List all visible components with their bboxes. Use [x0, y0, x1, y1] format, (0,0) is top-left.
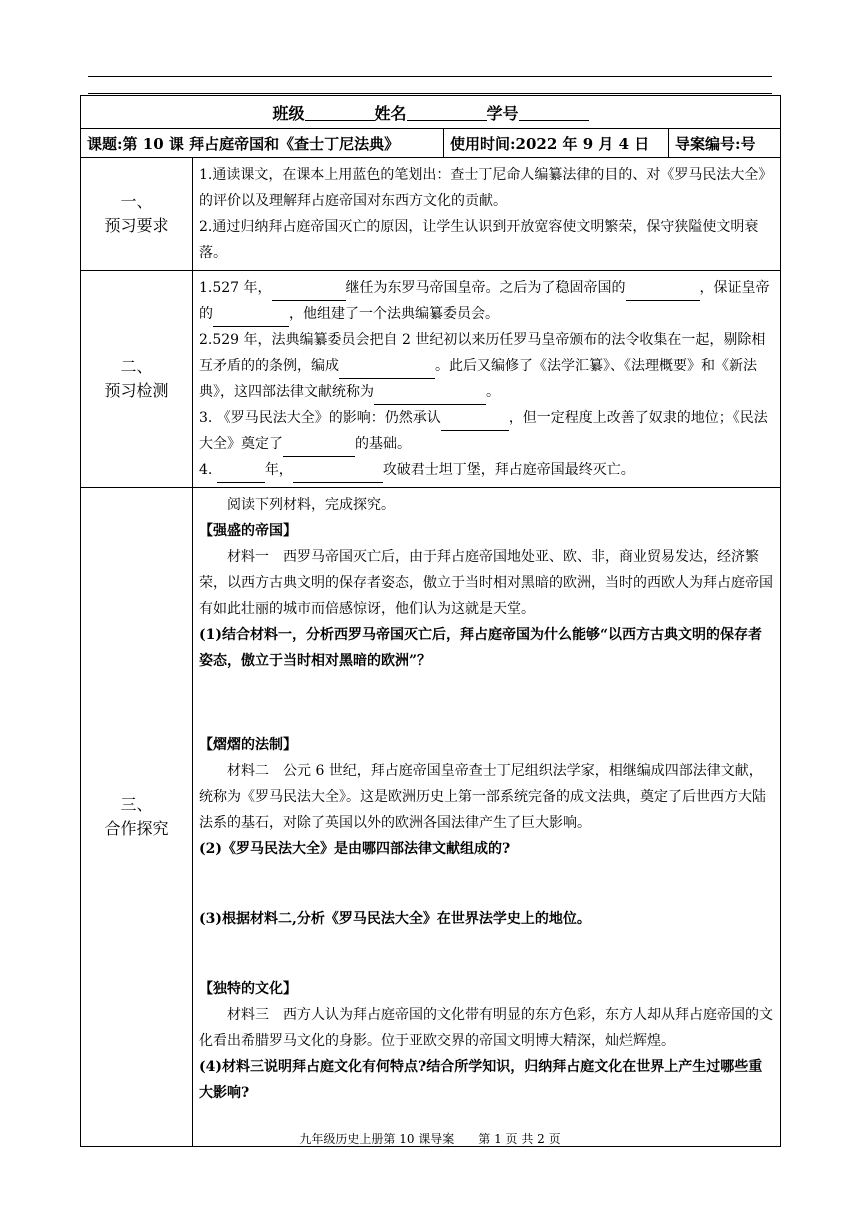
fill-blank[interactable] [293, 464, 383, 483]
section-1-label [81, 158, 193, 271]
top-rule [88, 76, 772, 77]
class-blank[interactable] [305, 104, 375, 121]
answer-space-1[interactable] [199, 674, 774, 732]
section-3-label [81, 488, 193, 1147]
id-blank[interactable] [519, 104, 589, 121]
question-3: (3)根据材料二,分析《罗马民法大全》在世界法学史上的地位。 [199, 911, 591, 927]
section-2-number: 二、 [120, 357, 153, 376]
heading-law: 【熠熠的法制】 [199, 737, 297, 753]
section-2-title: 预习检测 [104, 381, 169, 400]
section-3-number: 三、 [120, 795, 153, 814]
fill-blank[interactable] [626, 282, 700, 301]
inquiry-intro: 阅读下列材料，完成探究。 [227, 497, 395, 513]
page-footer: 九年级历史上册第 10 课导案 第 1 页 共 2 页 [299, 1132, 561, 1146]
name-blank[interactable] [407, 104, 487, 121]
material-1: 材料一 西罗马帝国灭亡后，由于拜占庭帝国地处亚、欧、非，商业贸易发达，经济繁荣，以西方古典文明的保存者姿态，傲立于当时相对黑暗的欧洲，当时的西欧人为拜占庭帝国有如此壮丽的城市而倍感惊讶，他们认为这就是天堂。 [199, 549, 773, 617]
top-rule-2 [88, 93, 772, 94]
usage-time: 使用时间:2022 年 9 月 4 日 [450, 134, 650, 153]
fill-blank[interactable] [217, 464, 265, 483]
question-2: (2)《罗马民法大全》是由哪四部法律文献组成的? [199, 841, 511, 857]
fill-blank[interactable] [272, 282, 346, 301]
check-question-3: 3. 《罗马民法大全》的影响：仍然承认 ，但一定程度上改善了奴隶的地位；《民法大全》奠定了 的基础。 [199, 405, 774, 457]
check-question-2: 2.529 年，法典编纂委员会把自 2 世纪初以来历任罗马皇帝颁布的法令收集在一起，剔除相互矛盾的的条例，编成 。此后又编修了《法学汇纂》、《法理概要》和《新法典》，这四部法律文献统称为 。 [199, 327, 774, 405]
answer-space-2[interactable] [199, 862, 774, 906]
student-info-row [81, 96, 781, 129]
heading-culture: 【独特的文化】 [199, 981, 297, 997]
section-1-title: 预习要求 [104, 216, 169, 235]
name-label: 姓名 [374, 103, 407, 123]
material-2: 材料二 公元 6 世纪，拜占庭帝国皇帝查士丁尼组织法学家，相继编成四部法律文献，统称为《罗马民法大全》。这是欧洲历史上第一部系统完备的成文法典，奠定了后世西方大陆法系的基石，对除了英国以外的欧洲各国法律产生了巨大影响。 [199, 763, 766, 831]
question-4: (4)材料三说明拜占庭文化有何特点?结合所学知识，归纳拜占庭文化在世界上产生过哪些重大影响? [199, 1059, 763, 1101]
section-2-content [193, 271, 781, 488]
question-1: (1)结合材料一，分析西罗马帝国灭亡后，拜占庭帝国为什么能够“以西方古典文明的保存者姿态，傲立于当时相对黑暗的欧洲”？ [199, 627, 763, 669]
fill-blank[interactable] [213, 308, 289, 327]
check-question-1: 1.527 年， 继任为东罗马帝国皇帝。之后为了稳固帝国的 ，保证皇帝的 ，他组建了一个法典编纂委员会。 [199, 275, 774, 327]
heading-empire: 【强盛的帝国】 [199, 523, 297, 539]
preview-item-2: 2.通过归纳拜占庭帝国灭亡的原因，让学生认识到开放宽容使文明繁荣，保守狭隘使文明衰落。 [199, 219, 759, 261]
preview-item-1: 1.通读课文，在课本上用蓝色的笔划出：查士丁尼命人编纂法律的目的、对《罗马民法大全》的评价以及理解拜占庭帝国对东西方文化的贡献。 [199, 167, 773, 209]
guide-code: 导案编号:号 [675, 134, 756, 153]
section-3-content [193, 488, 781, 1147]
section-1-content [193, 158, 781, 271]
id-label: 学号 [486, 103, 519, 123]
fill-blank[interactable] [339, 360, 435, 379]
answer-space-3[interactable] [199, 932, 774, 976]
section-3-title: 合作探究 [104, 819, 169, 838]
topic-row [81, 129, 781, 158]
material-3: 材料三 西方人认为拜占庭帝国的文化带有明显的东方色彩，东方人却从拜占庭帝国的文化看出希腊罗马文化的身影。位于亚欧交界的帝国文明博大精深，灿烂辉煌。 [199, 1007, 773, 1049]
worksheet-table [80, 95, 781, 1147]
check-question-4: 4. 年， 攻破君士坦丁堡，拜占庭帝国最终灭亡。 [199, 457, 774, 483]
fill-blank[interactable] [283, 438, 355, 457]
section-1-number: 一、 [120, 192, 153, 211]
lesson-title: 课题:第 10 课 拜占庭帝国和《查士丁尼法典》 [87, 134, 400, 153]
class-label: 班级 [272, 103, 305, 123]
fill-blank[interactable] [441, 412, 509, 431]
section-2-label [81, 271, 193, 488]
fill-blank[interactable] [374, 386, 486, 405]
